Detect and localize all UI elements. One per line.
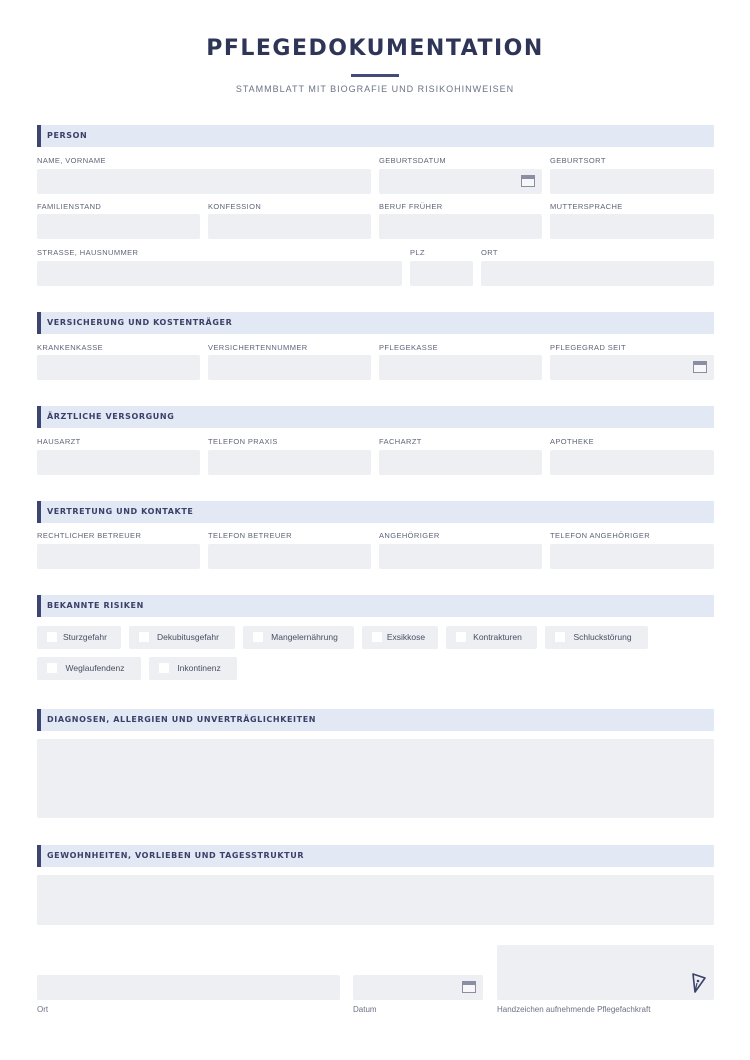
plz-label: PLZ (410, 248, 425, 257)
section-vertretung (37, 501, 714, 523)
checkbox-label: Dekubitusgefahr (157, 632, 219, 642)
signature-label: Handzeichen aufnehmende Pflegefachkraft (497, 1005, 651, 1014)
risk-checkbox-weglaufendenz[interactable] (37, 657, 141, 680)
section-title: BEKANNTE RISIKEN (47, 601, 144, 610)
pflegegrad-field[interactable] (550, 355, 714, 380)
telefon-praxis-field[interactable] (208, 450, 371, 475)
pen-icon (690, 972, 708, 994)
geburtsort-label: GEBURTSORT (550, 156, 606, 165)
geburtsort-field[interactable] (550, 169, 714, 194)
krankenkasse-field[interactable] (37, 355, 200, 380)
telefon-praxis-label: TELEFON PRAXIS (208, 437, 278, 446)
risk-checkbox-kontrakturen[interactable] (446, 626, 537, 649)
section-title: VERSICHERUNG UND KOSTENTRÄGER (47, 318, 233, 327)
beruf-label: BERUF FRÜHER (379, 202, 443, 211)
telefon-betreuer-label: TELEFON BETREUER (208, 531, 292, 540)
versichertennummer-field[interactable] (208, 355, 371, 380)
calendar-icon[interactable] (462, 981, 476, 993)
muttersprache-label: MUTTERSPRACHE (550, 202, 623, 211)
strasse-field[interactable] (37, 261, 402, 286)
betreuer-label: RECHTLICHER BETREUER (37, 531, 142, 540)
hausarzt-label: HAUSARZT (37, 437, 81, 446)
telefon-angehoeriger-field[interactable] (550, 544, 714, 569)
risk-checkbox-mangelernaehrung[interactable] (243, 626, 354, 649)
page-title: PFLEGEDOKUMENTATION (206, 36, 544, 61)
gewohnheiten-textarea[interactable] (37, 875, 714, 925)
checkbox-label: Exsikkose (386, 632, 426, 642)
footer-datum-label: Datum (353, 1005, 377, 1014)
name-field[interactable] (37, 169, 371, 194)
footer-ort-field[interactable] (37, 975, 340, 1000)
section-gewohnheiten (37, 845, 714, 867)
facharzt-field[interactable] (379, 450, 542, 475)
section-title: DIAGNOSEN, ALLERGIEN UND UNVERTRÄGLICHKEITEN (47, 715, 317, 724)
page-subtitle: STAMMBLATT MIT BIOGRAFIE UND RISIKOHINWEISEN (235, 84, 515, 94)
risk-checkbox-sturzgefahr[interactable] (37, 626, 121, 649)
beruf-field[interactable] (379, 214, 542, 239)
geburtsdatum-field[interactable] (379, 169, 542, 194)
familienstand-label: FAMILIENSTAND (37, 202, 102, 211)
plz-field[interactable] (410, 261, 473, 286)
telefon-angehoeriger-label: TELEFON ANGEHÖRIGER (550, 531, 651, 540)
konfession-field[interactable] (208, 214, 371, 239)
calendar-icon[interactable] (693, 361, 707, 373)
risk-checkbox-exsikkose[interactable] (362, 626, 438, 649)
title-underline (351, 74, 399, 77)
name-label: NAME, VORNAME (37, 156, 106, 165)
muttersprache-field[interactable] (550, 214, 714, 239)
section-diagnosen (37, 709, 714, 731)
krankenkasse-label: KRANKENKASSE (37, 343, 104, 352)
pflegekasse-field[interactable] (379, 355, 542, 380)
signature-field[interactable] (497, 945, 714, 1000)
angehoeriger-label: ANGEHÖRIGER (379, 531, 440, 540)
section-aerztlich (37, 406, 714, 428)
checkbox-label: Weglaufendenz (65, 663, 125, 673)
section-versicherung (37, 312, 714, 334)
betreuer-field[interactable] (37, 544, 200, 569)
strasse-label: STRASSE, HAUSNUMMER (37, 248, 139, 257)
pflegegrad-label: PFLEGEGRAD SEIT (550, 343, 627, 352)
checkbox-label: Mangelernährung (271, 632, 338, 642)
familienstand-field[interactable] (37, 214, 200, 239)
section-title: PERSON (47, 131, 88, 140)
risk-checkbox-dekubitusgefahr[interactable] (129, 626, 235, 649)
facharzt-label: FACHARZT (379, 437, 422, 446)
section-person (37, 125, 714, 147)
checkbox-label: Sturzgefahr (63, 632, 107, 642)
apotheke-field[interactable] (550, 450, 714, 475)
versichertennummer-label: VERSICHERTENNUMMER (208, 343, 308, 352)
geburtsdatum-label: GEBURTSDATUM (379, 156, 447, 165)
checkbox-label: Kontrakturen (473, 632, 522, 642)
risk-checkbox-schluckstoerung[interactable] (545, 626, 648, 649)
ort-field[interactable] (481, 261, 714, 286)
diagnosen-textarea[interactable] (37, 739, 714, 818)
calendar-icon[interactable] (521, 175, 535, 187)
checkbox-label: Schluckstörung (573, 632, 632, 642)
pflegekasse-label: PFLEGEKASSE (379, 343, 439, 352)
checkbox-label: Inkontinenz (177, 663, 221, 673)
risk-checkbox-inkontinenz[interactable] (149, 657, 237, 680)
section-title: ÄRZTLICHE VERSORGUNG (47, 412, 175, 421)
angehoeriger-field[interactable] (379, 544, 542, 569)
footer-ort-label: Ort (37, 1005, 49, 1014)
footer-datum-field[interactable] (353, 975, 483, 1000)
konfession-label: KONFESSION (208, 202, 262, 211)
section-title: GEWOHNHEITEN, VORLIEBEN UND TAGESSTRUKTUR (47, 851, 305, 860)
telefon-betreuer-field[interactable] (208, 544, 371, 569)
hausarzt-field[interactable] (37, 450, 200, 475)
section-title: VERTRETUNG UND KONTAKTE (47, 507, 194, 516)
section-risiken (37, 595, 714, 617)
ort-label: ORT (481, 248, 498, 257)
apotheke-label: APOTHEKE (550, 437, 595, 446)
